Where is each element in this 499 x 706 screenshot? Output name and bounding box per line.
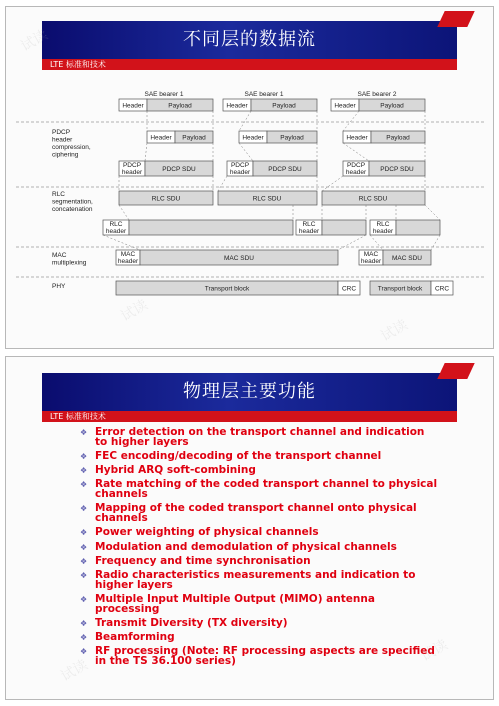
svg-text:RLCheader: RLC header: [298, 221, 320, 235]
diamond-bullet-icon: ❖: [80, 633, 88, 643]
function-list-item: ❖ Power weighting of physical channels: [80, 526, 319, 539]
svg-text:PDCPheader: PDCP header: [345, 162, 367, 176]
svg-text:PDCP SDU: PDCP SDU: [268, 166, 302, 173]
svg-text:PDCP SDU: PDCP SDU: [380, 166, 414, 173]
function-list: [80, 427, 440, 670]
function-list-item: ❖ Radio characteristics measurements and indication to higher layers: [80, 568, 416, 591]
svg-text:Header: Header: [346, 134, 368, 142]
bearer-label-2: SAE bearer 1: [244, 91, 284, 98]
diamond-bullet-icon: ❖: [80, 594, 88, 604]
slide2-brand-bar: LTE 标准和技术: [42, 411, 457, 422]
svg-text:PDCP SDU: PDCP SDU: [162, 166, 196, 173]
function-list-item: ❖ Beamforming: [80, 631, 175, 644]
pdcp-layer-label: PDCP header compression, ciphering: [52, 129, 91, 159]
slide-data-flow: [5, 6, 494, 349]
svg-text:CRC: CRC: [434, 285, 450, 293]
rlc-layer-label: RLC segmentation, concatenation: [52, 191, 93, 213]
svg-text:Payload: Payload: [182, 134, 206, 142]
svg-text:CRC: CRC: [341, 285, 357, 293]
diamond-bullet-icon: ❖: [80, 542, 88, 552]
svg-text:MACheader: MAC header: [117, 251, 139, 265]
svg-text:Payload: Payload: [386, 134, 410, 142]
function-list-item: ❖ Mapping of the coded transport channel onto physical channels: [80, 502, 417, 525]
diamond-bullet-icon: ❖: [80, 466, 88, 476]
diamond-bullet-icon: ❖: [80, 528, 88, 538]
function-list-item: ❖ Modulation and demodulation of physical channels: [80, 540, 397, 553]
function-list-item: ❖ RF processing (Note: RF processing aspects are specified in the TS 36.100 series): [80, 645, 435, 668]
diamond-bullet-icon: ❖: [80, 570, 88, 580]
mac-layer-label: MAC multiplexing: [52, 252, 87, 267]
phy-layer-label: PHY: [52, 283, 66, 290]
payload-label: Payload: [380, 102, 404, 110]
diamond-bullet-icon: ❖: [80, 504, 88, 514]
svg-text:Header: Header: [150, 134, 172, 142]
banner-corner-accent: [437, 363, 474, 379]
svg-text:PDCPheader: PDCP header: [121, 162, 143, 176]
slide2-title-banner: [42, 373, 457, 411]
payload-label: Payload: [168, 102, 192, 110]
diamond-bullet-icon: ❖: [80, 647, 88, 657]
svg-text:Transport block: Transport block: [204, 285, 250, 293]
function-list-item: ❖ Frequency and time synchronisation: [80, 554, 311, 567]
function-list-item: ❖ Transmit Diversity (TX diversity): [80, 616, 288, 629]
function-list-item: ❖ Error detection on the transport channel and indication to higher layers: [80, 426, 425, 448]
svg-text:MAC SDU: MAC SDU: [392, 255, 422, 262]
diamond-bullet-icon: ❖: [80, 480, 88, 490]
diamond-bullet-icon: ❖: [80, 428, 88, 437]
diamond-bullet-icon: ❖: [80, 618, 88, 628]
svg-text:RLCheader: RLC header: [372, 221, 394, 235]
slide2-title: 物理层主要功能: [183, 381, 316, 402]
function-list-item: ❖ Multiple Input Multiple Output (MIMO) antenna processing: [80, 592, 375, 615]
rlc-pdu-payload: [322, 220, 366, 235]
svg-text:Header: Header: [242, 134, 264, 142]
svg-text:RLCheader: RLC header: [105, 221, 127, 235]
svg-text:MACheader: MAC header: [360, 251, 382, 265]
function-list-item: ❖ Hybrid ARQ soft-combining: [80, 464, 256, 477]
bearer-label-1: SAE bearer 1: [144, 91, 184, 98]
svg-text:Transport block: Transport block: [377, 285, 423, 293]
rlc-pdu-payload: [396, 220, 440, 235]
svg-text:MAC SDU: MAC SDU: [224, 255, 254, 262]
svg-text:RLC SDU: RLC SDU: [252, 195, 282, 203]
diamond-bullet-icon: ❖: [80, 452, 88, 462]
ip-header-label: Header: [334, 102, 356, 110]
payload-label: Payload: [272, 102, 296, 110]
svg-text:Payload: Payload: [280, 134, 304, 142]
svg-text:PDCPheader: PDCP header: [229, 162, 251, 176]
svg-text:RLC SDU: RLC SDU: [151, 195, 181, 203]
slide1-brand-bar: LTE 标准和技术: [42, 59, 457, 70]
diamond-bullet-icon: ❖: [80, 556, 88, 566]
bearer-label-3: SAE bearer 2: [357, 91, 397, 98]
ip-header-label: Header: [122, 102, 144, 110]
function-list-item: ❖ Rate matching of the coded transport channel to physical channels: [80, 478, 438, 501]
data-flow-diagram: [6, 7, 495, 350]
slide1-title: 不同层的数据流: [183, 29, 316, 50]
svg-text:RLC SDU: RLC SDU: [358, 195, 388, 203]
ip-header-label: Header: [226, 102, 248, 110]
rlc-pdu-payload: [129, 220, 293, 235]
slide-physical-layer-functions: [5, 356, 494, 700]
function-list-item: ❖ FEC encoding/decoding of the transport channel: [80, 450, 382, 463]
